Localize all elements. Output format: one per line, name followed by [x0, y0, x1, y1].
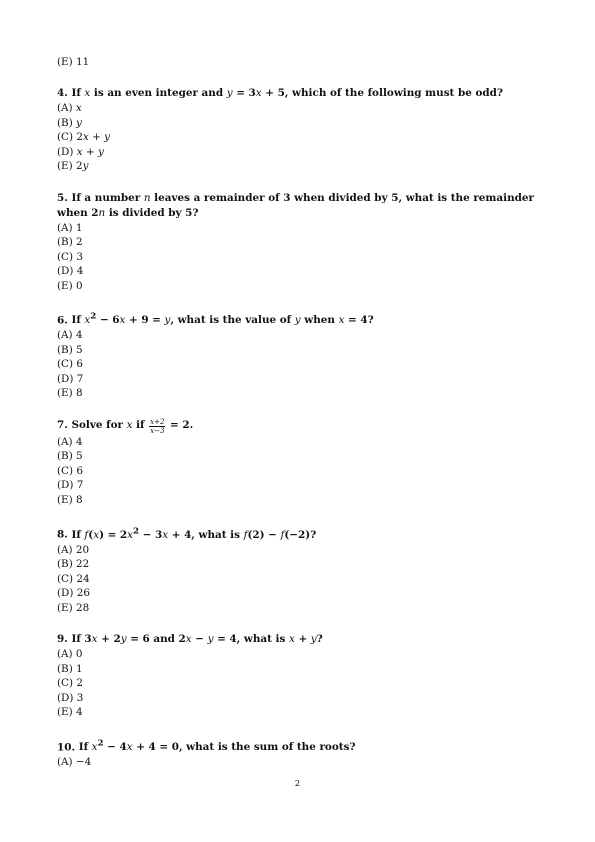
answer-option: (E) 4	[57, 706, 83, 719]
question-text: If x is an even integer and y = 3x + 5, which of the following must be odd?	[71, 87, 504, 99]
question-text: If 3x + 2y = 6 and 2x − y = 4, what is x + y?	[71, 633, 323, 646]
answer-option: (C) 2x + y	[57, 131, 111, 143]
question-8	[57, 524, 542, 615]
answer-option: (C) 6	[57, 464, 83, 477]
answer-option: (B) 2	[57, 236, 83, 248]
question-10	[57, 737, 542, 770]
question-text: If $f(x) = 2x^2 - 3x + 4$, what is f(2) − f(−2)?	[71, 526, 317, 541]
answer-option: (D) 7	[57, 372, 84, 385]
answer-option: (E) 8	[57, 493, 83, 506]
answer-option: (D) 4	[57, 265, 84, 277]
question-7	[57, 418, 542, 508]
question-5	[57, 191, 542, 294]
answer-option: (A) 4	[57, 435, 83, 448]
question-number: 6.	[57, 314, 72, 327]
question-number: 10.	[57, 741, 79, 754]
answer-option: (C) 3	[57, 250, 83, 263]
answer-option: (A) 4	[57, 329, 83, 342]
carryover-option: (E) 11	[57, 56, 90, 68]
question-stem	[57, 524, 542, 542]
answer-option: (C) 6	[57, 358, 83, 371]
answer-option: (E) 0	[57, 279, 83, 292]
answer-option: (B) y	[57, 116, 82, 129]
answer-option: (E) 2y	[57, 160, 89, 172]
answer-option: (A) 20	[57, 543, 90, 556]
question-number: 7.	[57, 418, 72, 431]
question-text: If $x^2 - 4x + 4 = 0$, what is the sum of the roots?	[78, 738, 356, 754]
answer-option: (D) x + y	[57, 145, 104, 158]
answer-option: (A) 0	[57, 648, 83, 661]
answer-option: (D) 3	[57, 691, 84, 704]
question-4	[57, 86, 542, 174]
question-6	[57, 310, 542, 401]
question-number: 4.	[57, 87, 72, 99]
question-text: If $x^2 - 6x + 9 = y$, what is the value of y when x = 4?	[71, 312, 374, 327]
question-number: 8.	[57, 528, 72, 541]
question-stem	[57, 191, 542, 221]
question-list	[57, 86, 542, 770]
question-stem	[57, 737, 542, 755]
answer-option: (E) 8	[57, 387, 83, 400]
question-text: If a number n leaves a remainder of 3 when divided by 5, what is the remainder when 2n is divided by 5?	[57, 191, 535, 219]
answer-option: (C) 2	[57, 677, 83, 690]
answer-option: (D) 7	[57, 479, 84, 492]
question-stem	[57, 418, 542, 435]
question-page	[57, 55, 542, 770]
answer-option: (A) −4	[57, 756, 92, 769]
answer-option: (B) 5	[57, 343, 83, 356]
question-9	[57, 632, 542, 720]
answer-option: (D) 26	[57, 587, 90, 600]
answer-option: (B) 1	[57, 662, 83, 675]
answer-option: (B) 22	[57, 558, 90, 571]
question-stem	[57, 310, 542, 328]
answer-option: (A) x	[57, 102, 82, 114]
question-stem	[57, 632, 542, 647]
answer-option: (C) 24	[57, 572, 90, 585]
page-number: 2	[294, 779, 301, 789]
question-number: 9.	[57, 633, 72, 646]
answer-option: (A) 1	[57, 221, 83, 234]
question-text: Solve for x if $\frac{x+2}{x-3}$ = 2.	[71, 417, 194, 435]
question-stem	[57, 86, 542, 101]
answer-option: (B) 5	[57, 450, 83, 463]
answer-option: (E) 28	[57, 601, 90, 614]
question-number: 5.	[57, 191, 72, 204]
